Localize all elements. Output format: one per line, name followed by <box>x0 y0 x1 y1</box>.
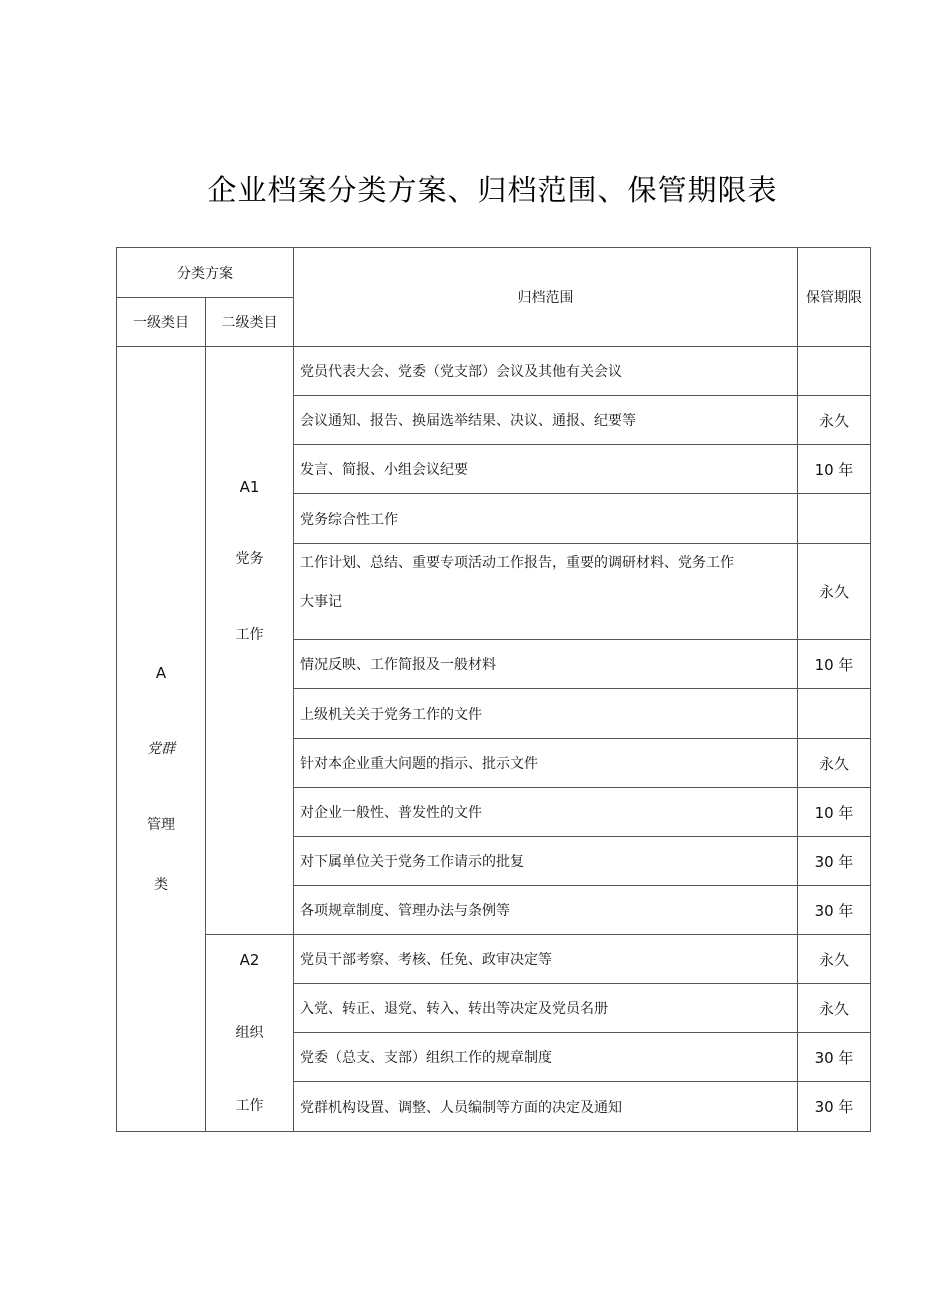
period-cell <box>798 689 871 739</box>
category-a-cell <box>117 347 206 1132</box>
category-a2-cell <box>206 935 294 1132</box>
scope-cell: 入党、转正、退党、转入、转出等决定及党员名册 <box>294 984 798 1033</box>
scope-cell: 党员代表大会、党委（党支部）会议及其他有关会议 <box>294 347 798 396</box>
category-a-name1: 党群 <box>147 741 175 757</box>
scope-cell: 发言、简报、小组会议纪要 <box>294 445 798 494</box>
header-scope: 归档范围 <box>294 248 798 347</box>
scope-line: 工作计划、总结、重要专项活动工作报告，重要的调研材料、党务工作 <box>300 555 734 571</box>
period-cell: 永久 <box>798 544 871 640</box>
scope-cell: 上级机关关于党务工作的文件 <box>294 689 798 739</box>
archive-classification-table <box>116 247 871 1132</box>
period-cell: 永久 <box>798 739 871 788</box>
scope-cell: 党员干部考察、考核、任免、政审决定等 <box>294 935 798 984</box>
header-period: 保管期限 <box>798 248 871 347</box>
category-a-name3: 类 <box>154 877 168 893</box>
scope-cell: 对企业一般性、普发性的文件 <box>294 788 798 837</box>
header-level1: 一级类目 <box>117 298 206 347</box>
period-cell: 10 年 <box>798 788 871 837</box>
category-a2-name2: 工作 <box>235 1098 264 1114</box>
period-cell: 永久 <box>798 396 871 445</box>
period-cell: 10 年 <box>798 445 871 494</box>
scope-cell: 对下属单位关于党务工作请示的批复 <box>294 837 798 886</box>
scope-cell: 党务综合性工作 <box>294 494 798 544</box>
period-cell: 30 年 <box>798 837 871 886</box>
scope-cell: 针对本企业重大问题的指示、批示文件 <box>294 739 798 788</box>
header-level2: 二级类目 <box>206 298 294 347</box>
scope-cell: 党委（总支、支部）组织工作的规章制度 <box>294 1033 798 1082</box>
period-cell: 30 年 <box>798 1082 871 1132</box>
category-a1-name1: 党务 <box>235 550 264 567</box>
scope-cell: 情况反映、工作简报及一般材料 <box>294 640 798 689</box>
category-a1-cell <box>206 347 294 935</box>
page-title: 企业档案分类方案、归档范围、保管期限表 <box>207 173 778 207</box>
period-cell <box>798 347 871 396</box>
category-a-code: A <box>155 664 167 682</box>
category-a2-code: A2 <box>239 951 260 969</box>
category-a1-code: A1 <box>239 477 260 496</box>
category-a-name2: 管理 <box>147 817 175 833</box>
period-cell: 30 年 <box>798 886 871 935</box>
scope-cell: 党群机构设置、调整、人员编制等方面的决定及通知 <box>294 1082 798 1132</box>
period-cell: 30 年 <box>798 1033 871 1082</box>
period-cell: 永久 <box>798 984 871 1033</box>
period-cell: 10 年 <box>798 640 871 689</box>
scope-cell: 会议通知、报告、换届选举结果、决议、通报、纪要等 <box>294 396 798 445</box>
header-scheme: 分类方案 <box>117 248 294 298</box>
category-a2-name1: 组织 <box>235 1025 264 1041</box>
period-cell: 永久 <box>798 935 871 984</box>
scope-line: 大事记 <box>300 594 342 610</box>
period-cell <box>798 494 871 544</box>
scope-cell-multiline <box>294 544 798 640</box>
category-a1-name2: 工作 <box>235 626 264 643</box>
scope-cell: 各项规章制度、管理办法与条例等 <box>294 886 798 935</box>
